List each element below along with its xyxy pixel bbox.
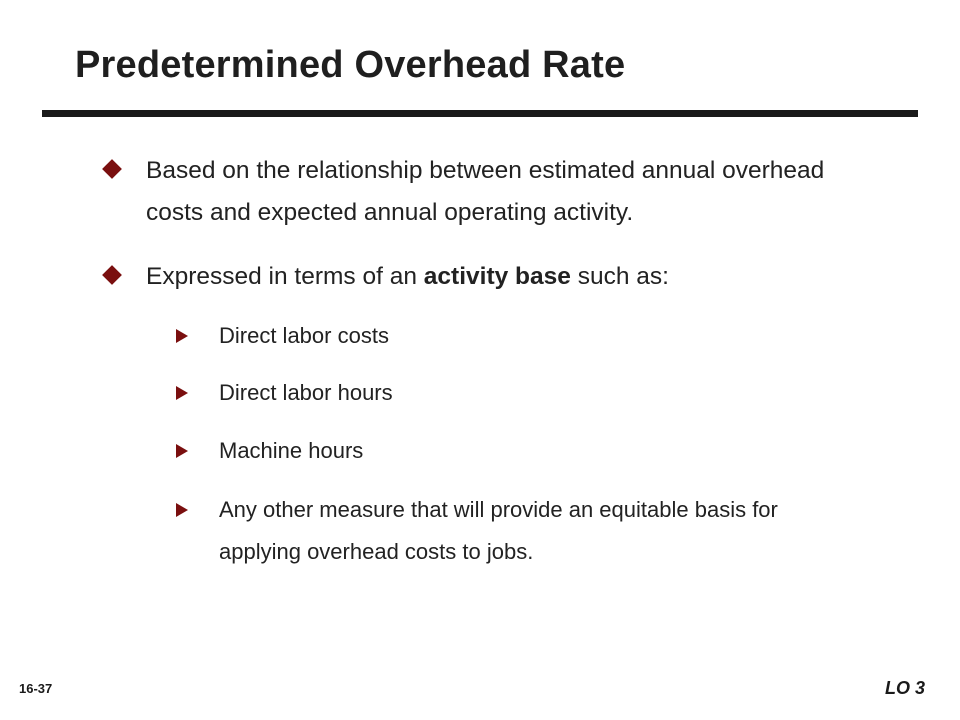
bullet-text-part: Expressed in terms of an bbox=[146, 263, 424, 290]
sub-bullet-text: Direct labor costs bbox=[219, 323, 389, 348]
sub-bullet-text: Direct labor hours bbox=[219, 380, 393, 405]
bullet-text bbox=[146, 256, 886, 298]
diamond-icon bbox=[102, 265, 122, 285]
slide-number: 16-37 bbox=[19, 681, 53, 696]
bullet-text-emphasis: activity base bbox=[423, 263, 571, 290]
title-underline bbox=[42, 110, 918, 117]
bullet-text: Based on the relationship between estimated annual overhead costs and expected annual operating activity. bbox=[146, 157, 825, 226]
triangle-right-icon bbox=[176, 444, 188, 458]
triangle-right-icon bbox=[176, 329, 188, 343]
sub-bullet-text: Any other measure that will provide an equitable basis for applying overhead costs to jobs. bbox=[219, 497, 778, 564]
triangle-right-icon bbox=[176, 386, 188, 400]
sub-bullet-text: Machine hours bbox=[219, 438, 364, 463]
learning-objective-label: LO 3 bbox=[885, 678, 926, 698]
triangle-right-icon bbox=[176, 503, 188, 517]
slide-title: Predetermined Overhead Rate bbox=[75, 44, 626, 86]
bullet-text-part: such as: bbox=[570, 263, 669, 290]
diamond-icon bbox=[102, 159, 122, 179]
